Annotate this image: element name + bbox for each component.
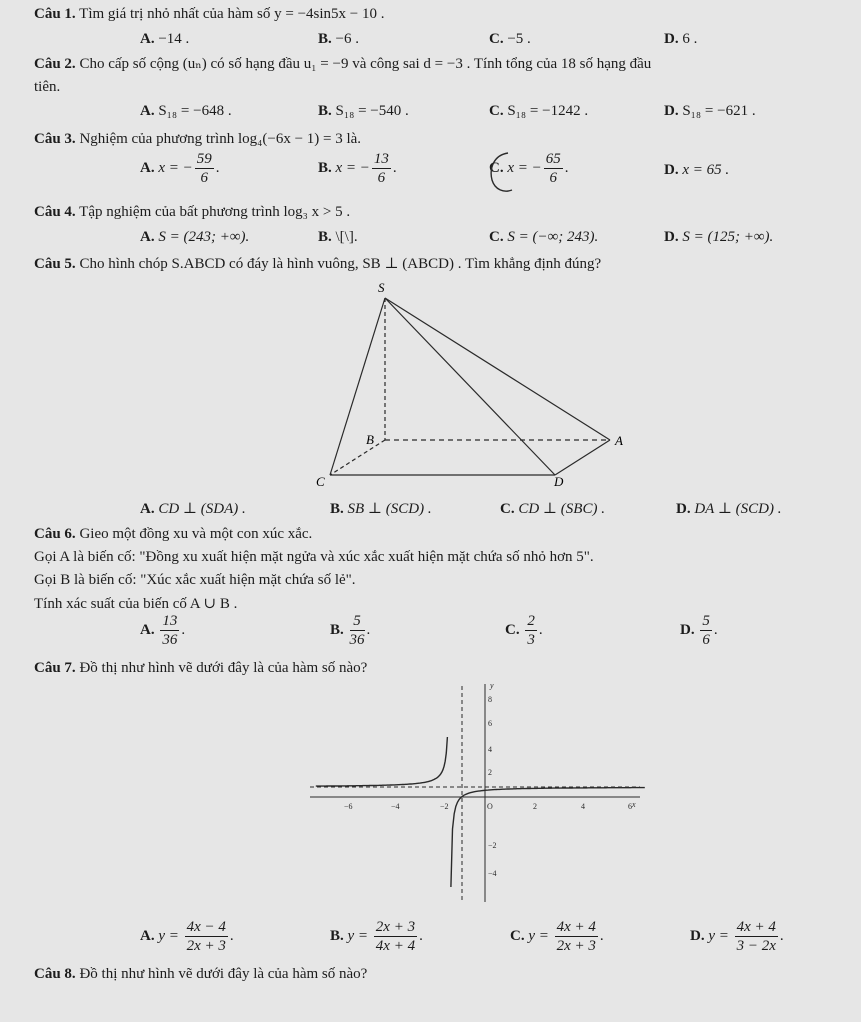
- q5-option-a[interactable]: [140, 499, 246, 518]
- fraction: [555, 918, 598, 955]
- option-prefix: y =: [528, 927, 553, 944]
- denominator: 6: [549, 170, 557, 186]
- q3-option-d[interactable]: [664, 162, 729, 179]
- numerator: 13: [162, 613, 178, 629]
- option-label: D.: [676, 501, 691, 517]
- option-label: B.: [330, 621, 344, 638]
- fraction: [525, 612, 537, 649]
- option-text: CD ⊥ (SDA) .: [158, 501, 246, 517]
- question-2-text: Cho cấp số cộng (uₙ) có số hạng đầu u₁ = −9 và công sai d = −3 . Tính tổng của 18 số hạng đầu: [79, 56, 652, 72]
- numerator: 59: [196, 151, 212, 167]
- fraction: [372, 150, 391, 187]
- question-1-title: Câu 1.: [34, 6, 76, 22]
- function-graph: [300, 676, 650, 908]
- question-1: [34, 6, 385, 23]
- denominator: 6: [702, 632, 710, 648]
- option-label: D.: [664, 103, 679, 119]
- q5-option-b[interactable]: [330, 499, 432, 518]
- denominator: 2x + 3: [186, 938, 226, 954]
- question-8-text: Đồ thị như hình vẽ dưới đây là của hàm số nào?: [79, 966, 368, 982]
- question-2-text-cont: tiên.: [34, 79, 61, 95]
- option-text: S = (243; +∞).: [158, 229, 250, 245]
- option-prefix: x = −: [158, 159, 193, 176]
- q7-option-d[interactable]: [690, 918, 784, 955]
- x-tick-label: −2: [440, 802, 449, 811]
- answer-mark-circle: [486, 150, 526, 194]
- option-suffix: .: [392, 159, 397, 176]
- q2-option-b[interactable]: [318, 103, 409, 120]
- q3-option-b[interactable]: [318, 150, 397, 187]
- y-tick-label: 2: [488, 768, 492, 777]
- option-prefix: x = −: [507, 159, 542, 176]
- edge-sc: [330, 298, 385, 475]
- denominator: 6: [377, 170, 386, 186]
- fraction: [185, 918, 228, 955]
- x-tick-label: 2: [533, 802, 537, 811]
- denominator: 36: [162, 632, 178, 648]
- edge-bc: [330, 440, 385, 475]
- vertex-d-label: D: [554, 474, 564, 489]
- option-label: D.: [680, 621, 695, 638]
- option-label: C.: [489, 103, 504, 119]
- question-3: [34, 131, 361, 148]
- option-text: −5 .: [507, 31, 531, 47]
- denominator: 3 − 2x: [736, 938, 776, 954]
- option-label: B.: [318, 31, 332, 47]
- option-prefix: x = −: [335, 159, 370, 176]
- option-suffix: .: [538, 621, 543, 638]
- option-label: A.: [140, 229, 155, 245]
- option-label: C.: [489, 159, 504, 176]
- numerator: 5: [350, 612, 365, 631]
- fraction: [374, 918, 417, 955]
- question-5: [34, 254, 601, 273]
- option-label: C.: [489, 31, 504, 47]
- x-tick-label: 4: [581, 802, 585, 811]
- y-tick-label: −2: [488, 841, 497, 850]
- fraction: [544, 150, 563, 187]
- option-label: C.: [510, 927, 525, 944]
- option-text: S₁₈ = −1242 .: [507, 103, 589, 119]
- q1-option-b[interactable]: [318, 31, 359, 48]
- pyramid-figure: [290, 280, 650, 495]
- q7-option-a[interactable]: [140, 918, 234, 955]
- option-text: −6 .: [335, 31, 359, 47]
- question-5-title: Câu 5.: [34, 256, 76, 272]
- option-text: S = (125; +∞).: [682, 229, 774, 245]
- numerator: 2: [527, 613, 535, 629]
- question-6-line2: Gọi A là biến cố: "Đồng xu xuất hiện mặt ngửa và xúc xắc xuất hiện mặt chứa số nhỏ hơn 5".: [34, 549, 594, 565]
- origin-label: O: [487, 802, 493, 811]
- question-7-text: Đồ thị như hình vẽ dưới đây là của hàm số nào?: [79, 660, 368, 676]
- option-label: B.: [318, 229, 332, 245]
- question-5-text: Cho hình chóp S.ABCD có đáy là hình vuông, SB ⊥ (ABCD) . Tìm khẳng định đúng?: [79, 256, 602, 272]
- question-6-title: Câu 6.: [34, 526, 76, 542]
- option-label: A.: [140, 103, 155, 119]
- option-text: 6 .: [682, 31, 698, 47]
- option-text: CD ⊥ (SBC) .: [518, 501, 605, 517]
- curve-left-branch: [316, 737, 448, 786]
- q7-option-c[interactable]: [510, 918, 604, 955]
- q1-option-d[interactable]: [664, 31, 697, 48]
- q2-option-d[interactable]: [664, 103, 756, 120]
- option-label: A.: [140, 501, 155, 517]
- question-3-text: Nghiệm của phương trình log₄(−6x − 1) = 3 là.: [79, 131, 362, 147]
- q4-option-a[interactable]: [140, 229, 249, 246]
- option-suffix: .: [713, 621, 718, 638]
- question-7-title: Câu 7.: [34, 660, 76, 676]
- question-6-line4: Tính xác suất của biến cố A ∪ B .: [34, 596, 238, 612]
- denominator: 36: [349, 632, 365, 648]
- question-6: [34, 526, 312, 543]
- numerator: 4x − 4: [186, 919, 226, 935]
- q7-option-b[interactable]: [330, 918, 423, 955]
- y-tick-label: −4: [488, 869, 497, 878]
- question-4-title: Câu 4.: [34, 204, 76, 220]
- option-label: A.: [140, 927, 155, 944]
- q4-option-b[interactable]: [318, 229, 358, 246]
- denominator: 2x + 3: [556, 938, 596, 954]
- option-label: C.: [505, 621, 520, 638]
- option-label: B.: [330, 501, 344, 517]
- question-4-text: Tập nghiệm của bất phương trình log₃ x > 5 .: [79, 204, 351, 220]
- option-suffix: .: [366, 621, 371, 638]
- option-text: −14 .: [158, 31, 190, 47]
- fraction: [195, 150, 214, 187]
- curve-right-branch: [451, 788, 645, 887]
- option-label: B.: [318, 103, 332, 119]
- question-2-title: Câu 2.: [34, 56, 76, 72]
- q6-option-c[interactable]: [505, 612, 543, 649]
- option-prefix: y =: [158, 927, 183, 944]
- vertex-s-label: S: [378, 280, 385, 295]
- vertex-b-label: B: [366, 432, 374, 447]
- fraction: [735, 918, 778, 955]
- q6-option-b[interactable]: [330, 612, 370, 649]
- question-6-line1: Gieo một đồng xu và một con xúc xắc.: [79, 526, 313, 542]
- option-text: x = 65 .: [682, 162, 730, 178]
- x-axis-label: x: [632, 800, 636, 809]
- fraction: [160, 612, 179, 649]
- option-suffix: .: [779, 927, 784, 944]
- option-label: C.: [500, 501, 515, 517]
- denominator: 3: [527, 632, 535, 648]
- q3-option-a[interactable]: [140, 150, 220, 187]
- question-8: [34, 966, 367, 983]
- numerator: 4x + 4: [736, 919, 776, 935]
- q6-option-a[interactable]: [140, 612, 185, 649]
- y-tick-label: 8: [488, 695, 492, 704]
- edge-sa: [385, 298, 610, 440]
- option-text: S = (−∞; 243).: [507, 229, 599, 245]
- q1-option-a[interactable]: [140, 31, 189, 48]
- numerator: 65: [545, 151, 561, 167]
- x-tick-label: −4: [391, 802, 400, 811]
- option-label: A.: [140, 159, 155, 176]
- option-label: C.: [489, 229, 504, 245]
- option-suffix: .: [181, 621, 186, 638]
- option-label: A.: [140, 31, 155, 47]
- x-tick-label: −6: [344, 802, 353, 811]
- numerator: 4x + 4: [556, 919, 596, 935]
- q4-option-d[interactable]: [664, 229, 773, 246]
- q2-option-c[interactable]: [489, 103, 588, 120]
- y-tick-label: 6: [488, 719, 492, 728]
- question-3-title: Câu 3.: [34, 131, 76, 147]
- vertex-c-label: C: [316, 474, 325, 489]
- question-2: [34, 54, 651, 73]
- q2-option-a[interactable]: [140, 103, 232, 120]
- option-label: D.: [664, 31, 679, 47]
- question-8-title: Câu 8.: [34, 966, 76, 982]
- question-4: [34, 204, 350, 221]
- option-label: D.: [664, 162, 679, 178]
- question-1-text: Tìm giá trị nhỏ nhất của hàm số y = −4sin5x − 10 .: [79, 6, 385, 22]
- q1-option-c[interactable]: [489, 31, 531, 48]
- option-suffix: .: [419, 927, 423, 944]
- q5-option-c[interactable]: [500, 499, 605, 518]
- option-suffix: .: [564, 159, 569, 176]
- y-tick-label: 4: [488, 745, 492, 754]
- option-suffix: .: [599, 927, 604, 944]
- option-text: S₁₈ = −621 .: [682, 103, 756, 119]
- question-6-line3: Gọi B là biến cố: "Xúc xắc xuất hiện mặt chứa số lẻ".: [34, 572, 356, 588]
- option-label: B.: [330, 927, 344, 944]
- option-text: SB ⊥ (SCD) .: [347, 501, 432, 517]
- option-suffix: .: [215, 159, 220, 176]
- option-text: S₁₈ = −540 .: [335, 103, 409, 119]
- numerator: 13: [373, 151, 389, 167]
- numerator: 5: [702, 613, 710, 629]
- fraction: [700, 612, 712, 649]
- q5-option-d[interactable]: [676, 499, 782, 518]
- option-label: D.: [664, 229, 679, 245]
- option-label: D.: [690, 927, 705, 944]
- edge-sd: [385, 298, 555, 475]
- denominator: 6: [200, 170, 208, 186]
- y-axis-label: y: [490, 681, 494, 690]
- vertex-a-label: A: [615, 433, 623, 448]
- option-text: S₁₈ = −648 .: [158, 103, 232, 119]
- option-label: A.: [140, 621, 155, 638]
- option-text: \[\].: [335, 229, 358, 245]
- option-prefix: y =: [347, 927, 372, 944]
- q4-option-c[interactable]: [489, 229, 598, 246]
- x-tick-label: 6: [628, 802, 632, 811]
- q6-option-d[interactable]: [680, 612, 718, 649]
- question-7: [34, 660, 367, 677]
- edge-da: [555, 440, 610, 475]
- numerator: 2x + 3: [375, 919, 416, 935]
- option-label: B.: [318, 159, 332, 176]
- option-text: DA ⊥ (SCD) .: [694, 501, 782, 517]
- denominator: 4x + 4: [375, 938, 416, 954]
- fraction: [350, 612, 365, 649]
- option-prefix: y =: [708, 927, 733, 944]
- option-suffix: .: [229, 927, 234, 944]
